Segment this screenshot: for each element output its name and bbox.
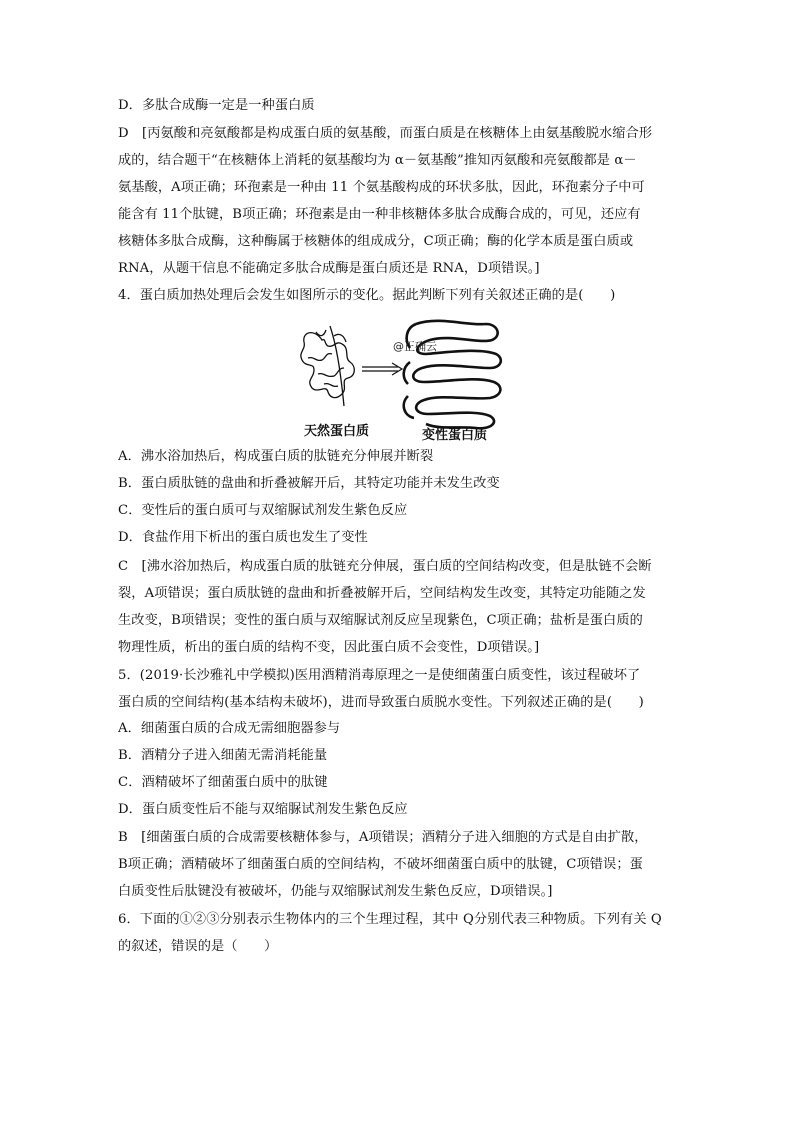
text-line: 能含有 11个肽键，B项正确；环孢素是由一种非核糖体多肽合成酶合成的，可见，还应有 — [118, 207, 641, 222]
text-line: 蛋白质的空间结构(基本结构未破坏)，进而导致蛋白质脱水变性。下列叙述正确的是( ) — [118, 695, 644, 710]
question-5-stem: 5．(2019·长沙雅礼中学模拟)医用酒精消毒原理之一是使细菌蛋白质变性，该过程破坏了 — [118, 668, 641, 683]
text-line: D．多肽合成酶一定是一种蛋白质 — [118, 98, 315, 113]
native-protein-drawing — [301, 326, 354, 406]
text-line: B [细菌蛋白质的合成需要核糖体参与，A项错误；酒精分子进入细胞的方式是自由扩散， — [118, 830, 648, 845]
watermark-label: @正确云 — [393, 340, 437, 353]
native-protein-label: 天然蛋白质 — [304, 424, 370, 439]
text-line: 裂，A项错误；蛋白质肽链的盘曲和折叠被解开后，空间结构发生改变，其特定功能随之发 — [118, 586, 646, 601]
text-line: 物理性质，析出的蛋白质的结构不变，因此蛋白质不会变性，D项错误。] — [118, 640, 540, 655]
text-line: D．食盐作用下析出的蛋白质也发生了变性 — [118, 530, 368, 545]
text-line: 氨基酸，A项正确；环孢素是一种由 11 个氨基酸构成的环状多肽，因此，环孢素分子中可 — [118, 180, 645, 195]
text-line: C．酒精破坏了细菌蛋白质中的肽键 — [118, 775, 328, 790]
text-line: 生改变，B项错误；变性的蛋白质与双缩脲试剂反应呈现紫色，C项正确；盐析是蛋白质的 — [118, 613, 643, 628]
protein-denaturation-figure — [290, 318, 510, 444]
text-line: A．细菌蛋白质的合成无需细胞器参与 — [118, 721, 341, 736]
text-line: D．蛋白质变性后不能与双缩脲试剂发生紫色反应 — [118, 802, 408, 817]
text-line: D [丙氨酸和亮氨酸都是构成蛋白质的氨基酸，而蛋白质是在核糖体上由氨基酸脱水缩合形 — [118, 126, 653, 141]
text-line: 成的，结合题干“在核糖体上消耗的氨基酸均为 α－氨基酸”推知丙氨酸和亮氨酸都是 α－ — [118, 153, 637, 168]
text-line: B项正确；酒精破坏了细菌蛋白质的空间结构，不破坏细菌蛋白质中的肽键，C项错误；蛋 — [118, 857, 643, 872]
question-4-stem: 4．蛋白质加热处理后会发生如图所示的变化。据此判断下列有关叙述正确的是( ) — [118, 288, 616, 303]
transition-arrow — [362, 363, 402, 375]
text-line: C [沸水浴加热后，构成蛋白质的肽链充分伸展，蛋白质的空间结构改变，但是肽链不会断 — [118, 559, 652, 574]
denatured-protein-label: 变性蛋白质 — [422, 428, 488, 443]
text-line: C．变性后的蛋白质可与双缩脲试剂发生紫色反应 — [118, 503, 408, 518]
text-line: RNA，从题干信息不能确定多肽合成酶是蛋白质还是 RNA，D项错误。] — [118, 261, 540, 276]
question-6-stem: 6．下面的①②③分别表示生物体内的三个生理过程，其中 Q分别代表三种物质。下列有关 Q — [118, 912, 662, 927]
text-line: A．沸水浴加热后，构成蛋白质的肽链充分伸展并断裂 — [118, 449, 434, 464]
text-line: 核糖体多肽合成酶，这种酶属于核糖体的组成成分，C项正确；酶的化学本质是蛋白质或 — [118, 234, 634, 249]
text-line: 白质变性后肽键没有被破坏，仍能与双缩脲试剂发生紫色反应，D项错误。] — [118, 884, 553, 899]
denatured-protein-drawing — [404, 321, 501, 428]
text-line: B．蛋白质肽链的盘曲和折叠被解开后，其特定功能并未发生改变 — [118, 476, 500, 491]
text-line: B．酒精分子进入细菌无需消耗能量 — [118, 748, 328, 763]
text-line: 的叙述，错误的是（ ） — [118, 939, 278, 954]
